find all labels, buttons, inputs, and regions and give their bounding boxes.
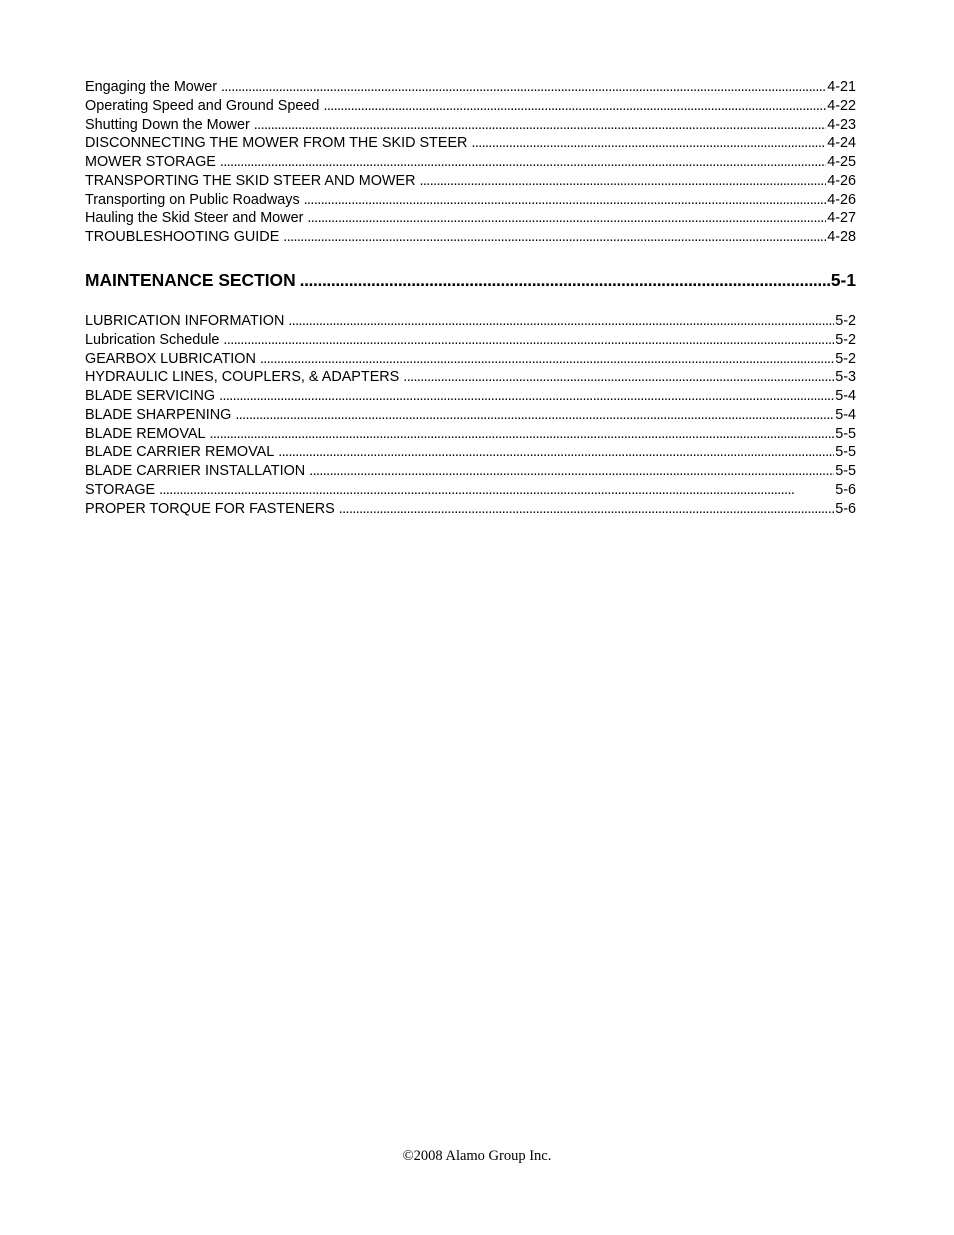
toc-entry[interactable] [85, 228, 856, 247]
dot-leader [235, 406, 834, 425]
toc-entry-page: 5-5 [835, 425, 856, 442]
dot-leader [339, 500, 834, 519]
toc-entry-page: 5-4 [835, 406, 856, 423]
toc-entry-page: 5-5 [835, 444, 856, 461]
dot-leader [159, 481, 834, 500]
toc-entry-title: LUBRICATION INFORMATION [85, 313, 285, 329]
dot-leader [220, 153, 826, 172]
dot-leader [300, 268, 830, 292]
dot-leader [278, 443, 834, 462]
toc-entry-page: 4-23 [827, 116, 856, 133]
toc-entry-title: BLADE CARRIER REMOVAL [85, 444, 275, 461]
dot-leader [323, 97, 826, 116]
section-page: 5-1 [830, 270, 856, 290]
toc-entry[interactable] [85, 443, 856, 462]
toc-entry-page: 5-6 [835, 500, 856, 517]
toc-entry[interactable] [85, 481, 856, 500]
toc-entry-page: 4-22 [827, 97, 856, 114]
toc-entry-page: 4-28 [827, 229, 856, 245]
dot-leader [471, 134, 826, 153]
toc-entry-title: Transporting on Public Roadways [85, 191, 300, 208]
toc-entry-title: GEARBOX LUBRICATION [85, 350, 256, 367]
toc-entry-title: BLADE CARRIER INSTALLATION [85, 463, 306, 479]
toc-entry-title: PROPER TORQUE FOR FASTENERS [85, 500, 335, 517]
toc-entry-title: Engaging the Mower [85, 79, 217, 95]
toc-entry-title: TRANSPORTING THE SKID STEER AND MOWER [85, 172, 416, 189]
dot-leader [219, 387, 834, 406]
dot-leader [403, 368, 834, 387]
toc-entry-page: 4-24 [827, 135, 856, 152]
toc-entry-title: Hauling the Skid Steer and Mower [85, 210, 304, 227]
dot-leader [288, 312, 834, 331]
dot-leader [304, 191, 827, 210]
toc-entry-page: 5-2 [835, 331, 856, 348]
dot-leader [420, 172, 827, 191]
toc-entry-title: Shutting Down the Mower [85, 116, 250, 133]
toc-entry[interactable] [85, 425, 856, 444]
toc-entry-title: DISCONNECTING THE MOWER FROM THE SKID STEER [85, 135, 468, 152]
toc-entry-title: Operating Speed and Ground Speed [85, 97, 320, 114]
toc-entry[interactable] [85, 350, 856, 369]
maintenance-section-heading[interactable] [85, 268, 856, 292]
dot-leader [309, 462, 834, 481]
toc-entry-title: HYDRAULIC LINES, COUPLERS, & ADAPTERS [85, 369, 400, 386]
toc-entry-title: TROUBLESHOOTING GUIDE [85, 229, 280, 245]
toc-entry-page: 4-26 [827, 172, 856, 189]
toc-entry-page: 5-4 [835, 388, 856, 404]
toc-list-operation [85, 78, 856, 247]
toc-entry-page: 4-25 [827, 154, 856, 170]
toc-entry[interactable] [85, 500, 856, 519]
dot-leader [283, 228, 826, 247]
section-title: MAINTENANCE SECTION [85, 270, 296, 290]
toc-entry-title: BLADE SHARPENING [85, 406, 232, 423]
toc-entry-page: 5-3 [835, 369, 856, 386]
toc-entry[interactable] [85, 116, 856, 135]
toc-entry-page: 5-5 [835, 463, 856, 479]
toc-entry-title: Lubrication Schedule [85, 331, 220, 348]
toc-entry-title: MOWER STORAGE [85, 154, 216, 170]
toc-entry[interactable] [85, 387, 856, 406]
dot-leader [223, 331, 834, 350]
toc-entry-page: 5-2 [835, 313, 856, 329]
toc-entry[interactable] [85, 331, 856, 350]
toc-entry-page: 4-21 [827, 79, 856, 95]
dot-leader [260, 350, 834, 369]
toc-entry-page: 4-27 [827, 210, 856, 227]
dot-leader [221, 78, 826, 97]
toc-entry[interactable] [85, 153, 856, 172]
toc-entry-page: 5-6 [835, 481, 856, 498]
toc-entry[interactable] [85, 78, 856, 97]
toc-entry[interactable] [85, 172, 856, 191]
toc-entry[interactable] [85, 368, 856, 387]
toc-entry[interactable] [85, 97, 856, 116]
toc-entry[interactable] [85, 134, 856, 153]
toc-entry[interactable] [85, 406, 856, 425]
toc-list-maintenance [85, 312, 856, 518]
toc-entry-page: 4-26 [827, 191, 856, 208]
copyright-footer: ©2008 Alamo Group Inc. [402, 1148, 552, 1164]
toc-entry[interactable] [85, 462, 856, 481]
dot-leader [254, 116, 826, 135]
dot-leader [307, 209, 826, 228]
toc-entry-title: BLADE REMOVAL [85, 425, 206, 442]
toc-entry[interactable] [85, 209, 856, 228]
toc-entry[interactable] [85, 191, 856, 210]
toc-entry-page: 5-2 [835, 350, 856, 367]
toc-entry-title: BLADE SERVICING [85, 388, 216, 404]
toc-entry-title: STORAGE [85, 481, 156, 498]
toc-entry[interactable] [85, 312, 856, 331]
dot-leader [210, 425, 835, 444]
